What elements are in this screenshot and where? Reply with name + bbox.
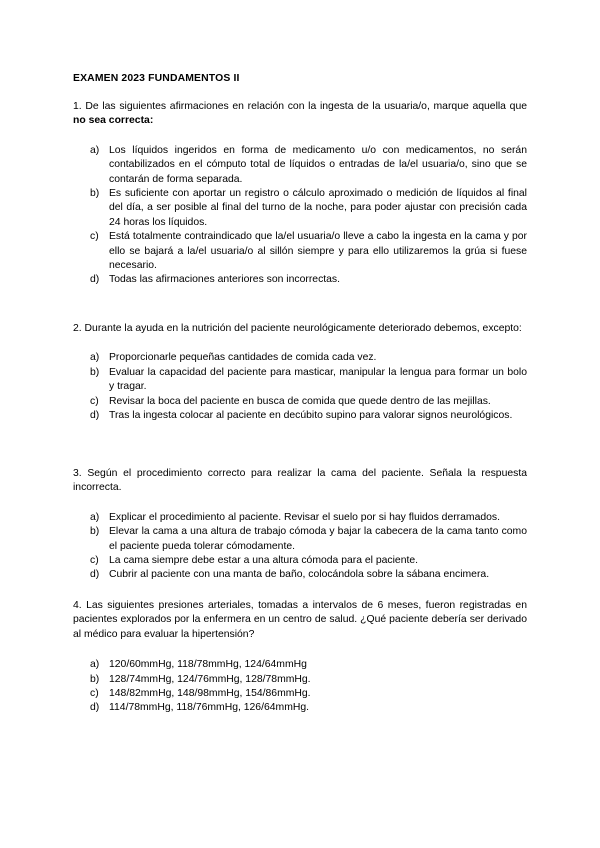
question-stem (73, 599, 527, 642)
option-letter: c) (90, 688, 99, 700)
option-letter: d) (90, 702, 100, 714)
stem-text: 1. De las siguientes afirmaciones en relación con la ingesta de la usuaria/o, marque aquella que (73, 101, 527, 112)
option-b (90, 366, 527, 395)
option-c (90, 395, 527, 409)
option-a (90, 658, 527, 672)
option-letter: c) (90, 395, 99, 407)
option-letter: a) (90, 352, 100, 364)
option-text: Revisar la boca del paciente en busca de comida que quede dentro de las mejillas. (109, 395, 491, 407)
answer-options (73, 144, 527, 288)
option-letter: b) (90, 188, 100, 200)
option-c (90, 687, 527, 701)
option-text: La cama siempre debe estar a una altura cómoda para el paciente. (109, 555, 419, 567)
option-text: Evaluar la capacidad del paciente para masticar, manipular la lengua para formar un bolo y tragar. (109, 366, 527, 393)
option-c (90, 554, 527, 568)
answer-options (73, 658, 527, 716)
option-d (90, 701, 527, 715)
question-1 (73, 100, 527, 288)
option-letter: b) (90, 366, 100, 378)
option-letter: d) (90, 569, 100, 581)
option-text: Elevar la cama a una altura de trabajo cómoda y bajar la cabecera de la cama tanto como el paciente pueda tolerar cómodamente. (109, 526, 527, 552)
option-b (90, 525, 527, 554)
option-text: 120/60mmHg, 118/78mmHg, 124/64mmHg (109, 659, 307, 671)
option-letter: c) (90, 555, 99, 567)
option-b (90, 673, 527, 687)
option-text: Explicar el procedimiento al paciente. Revisar el suelo por si hay fluidos derramados. (109, 511, 500, 523)
answer-options (73, 511, 527, 583)
option-text: Es suficiente con aportar un registro o cálculo aproximado o medición de líquidos al final del día, a ser posible al final del turno de la noche, para poder ajustar con precisión cada 24 horas los líquidos. (109, 188, 527, 228)
option-d (90, 273, 527, 287)
option-letter: d) (90, 410, 100, 422)
option-letter: a) (90, 511, 100, 523)
option-letter: b) (90, 526, 100, 538)
option-letter: d) (90, 274, 100, 286)
stem-text: 4. Las siguientes presiones arteriales, tomadas a intervalos de 6 meses, fueron registradas en pacientes explorados por la enfermera en un centro de salud. ¿Qué paciente debería ser derivado al médico para evaluar la hipertensión? (73, 600, 527, 640)
option-c (90, 230, 527, 273)
stem-text: 3. Según el procedimiento correcto para realizar la cama del paciente. Señala la respuesta incorrecta. (73, 468, 527, 494)
option-d (90, 409, 527, 423)
option-text: 148/82mmHg, 148/98mmHg, 154/86mmHg. (109, 688, 311, 700)
question-stem (73, 322, 527, 336)
option-letter: a) (90, 144, 100, 156)
stem-text: 2. Durante la ayuda en la nutrición del paciente neurológicamente deteriorado debemos, excepto: (73, 323, 522, 334)
option-text: Cubrir al paciente con una manta de baño, colocándola sobre la sábana encimera. (109, 569, 490, 581)
option-text: 114/78mmHg, 118/76mmHg, 126/64mmHg. (109, 702, 310, 714)
option-a (90, 511, 527, 525)
option-text: Los líquidos ingeridos en forma de medicamento u/o con medicamentos, no serán contabilizados en el cómputo total de líquidos o entradas de la/el usuaria/o, sino que se contarán de forma separada. (109, 144, 527, 185)
question-stem (73, 467, 527, 496)
question-3 (73, 467, 527, 583)
question-2 (73, 322, 527, 423)
option-letter: b) (90, 673, 100, 685)
answer-options (73, 351, 527, 423)
option-letter: a) (90, 659, 100, 671)
option-letter: c) (90, 231, 99, 243)
option-b (90, 187, 527, 230)
option-a (90, 351, 527, 365)
option-text: Proporcionarle pequeñas cantidades de comida cada vez. (109, 352, 377, 364)
option-text: Todas las afirmaciones anteriores son incorrectas. (109, 274, 341, 286)
question-4 (73, 599, 527, 716)
option-text: Está totalmente contraindicado que la/el usuaria/o lleve a cabo la ingesta en la cama y por ello se bajará a la/el usuaria/o al sillón siempre y para ello utilizaremos la grúa si fuese necesario. (109, 231, 527, 272)
question-stem (73, 100, 527, 129)
option-a (90, 144, 527, 187)
exam-title: EXAMEN 2023 FUNDAMENTOS II (73, 73, 240, 84)
stem-emphasis: no sea correcta: (73, 115, 154, 127)
option-text: 128/74mmHg, 124/76mmHg, 128/78mmHg. (109, 673, 311, 685)
option-text: Tras la ingesta colocar al paciente en decúbito supino para valorar signos neurológicos. (109, 410, 513, 422)
option-d (90, 568, 527, 582)
